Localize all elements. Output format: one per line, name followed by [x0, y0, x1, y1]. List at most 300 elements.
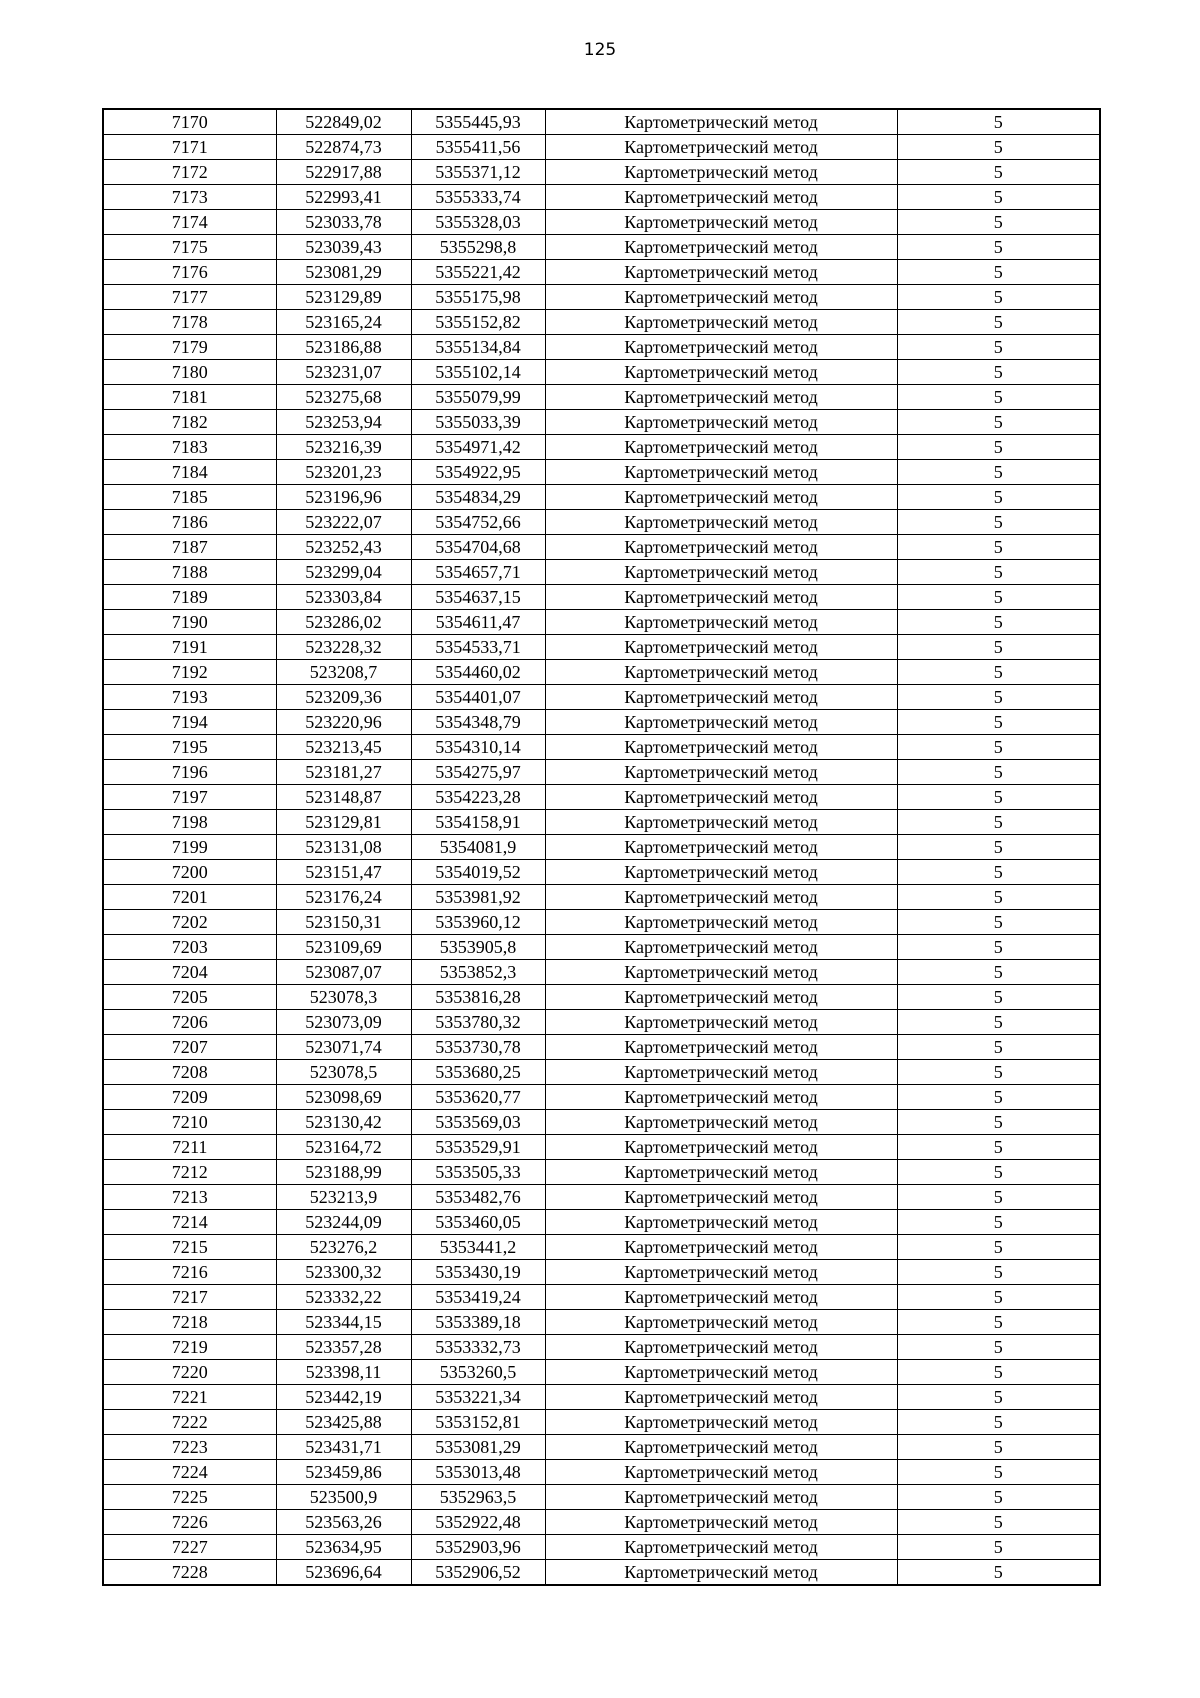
- method-cell: Картометрический метод: [545, 735, 897, 760]
- accuracy-cell: 5: [897, 710, 1100, 735]
- x-coordinate-cell: 523244,09: [276, 1210, 411, 1235]
- y-coordinate-cell: 5354533,71: [411, 635, 545, 660]
- point-number-cell: 7209: [103, 1085, 276, 1110]
- point-number-cell: 7178: [103, 310, 276, 335]
- accuracy-cell: 5: [897, 1185, 1100, 1210]
- x-coordinate-cell: 523357,28: [276, 1335, 411, 1360]
- x-coordinate-cell: 523442,19: [276, 1385, 411, 1410]
- y-coordinate-cell: 5355134,84: [411, 335, 545, 360]
- point-number-cell: 7190: [103, 610, 276, 635]
- table-row: [103, 1260, 1100, 1285]
- y-coordinate-cell: 5354460,02: [411, 660, 545, 685]
- point-number-cell: 7213: [103, 1185, 276, 1210]
- method-cell: Картометрический метод: [545, 360, 897, 385]
- table-row: [103, 535, 1100, 560]
- accuracy-cell: 5: [897, 109, 1100, 135]
- y-coordinate-cell: 5353221,34: [411, 1385, 545, 1410]
- accuracy-cell: 5: [897, 585, 1100, 610]
- table-row: [103, 1160, 1100, 1185]
- accuracy-cell: 5: [897, 560, 1100, 585]
- accuracy-cell: 5: [897, 510, 1100, 535]
- point-number-cell: 7194: [103, 710, 276, 735]
- x-coordinate-cell: 523129,89: [276, 285, 411, 310]
- method-cell: Картометрический метод: [545, 260, 897, 285]
- table-row: [103, 1060, 1100, 1085]
- y-coordinate-cell: 5354637,15: [411, 585, 545, 610]
- method-cell: Картометрический метод: [545, 1285, 897, 1310]
- method-cell: Картометрический метод: [545, 385, 897, 410]
- y-coordinate-cell: 5355079,99: [411, 385, 545, 410]
- table-row: [103, 360, 1100, 385]
- y-coordinate-cell: 5354971,42: [411, 435, 545, 460]
- method-cell: Картометрический метод: [545, 1385, 897, 1410]
- y-coordinate-cell: 5353981,92: [411, 885, 545, 910]
- point-number-cell: 7206: [103, 1010, 276, 1035]
- x-coordinate-cell: 523164,72: [276, 1135, 411, 1160]
- accuracy-cell: 5: [897, 1160, 1100, 1185]
- x-coordinate-cell: 523078,5: [276, 1060, 411, 1085]
- accuracy-cell: 5: [897, 385, 1100, 410]
- x-coordinate-cell: 522993,41: [276, 185, 411, 210]
- accuracy-cell: 5: [897, 1110, 1100, 1135]
- y-coordinate-cell: 5354752,66: [411, 510, 545, 535]
- table-row: [103, 1285, 1100, 1310]
- method-cell: Картометрический метод: [545, 810, 897, 835]
- method-cell: Картометрический метод: [545, 1360, 897, 1385]
- y-coordinate-cell: 5355328,03: [411, 210, 545, 235]
- point-number-cell: 7219: [103, 1335, 276, 1360]
- point-number-cell: 7192: [103, 660, 276, 685]
- table-row: [103, 135, 1100, 160]
- table-row: [103, 485, 1100, 510]
- table-row: [103, 109, 1100, 135]
- method-cell: Картометрический метод: [545, 1010, 897, 1035]
- method-cell: Картометрический метод: [545, 1535, 897, 1560]
- y-coordinate-cell: 5353816,28: [411, 985, 545, 1010]
- accuracy-cell: 5: [897, 1010, 1100, 1035]
- y-coordinate-cell: 5354657,71: [411, 560, 545, 585]
- table-row: [103, 1460, 1100, 1485]
- accuracy-cell: 5: [897, 1510, 1100, 1535]
- point-number-cell: 7225: [103, 1485, 276, 1510]
- point-number-cell: 7214: [103, 1210, 276, 1235]
- method-cell: Картометрический метод: [545, 860, 897, 885]
- x-coordinate-cell: 523151,47: [276, 860, 411, 885]
- x-coordinate-cell: 523252,43: [276, 535, 411, 560]
- point-number-cell: 7173: [103, 185, 276, 210]
- table-row: [103, 885, 1100, 910]
- table-row: [103, 1035, 1100, 1060]
- point-number-cell: 7175: [103, 235, 276, 260]
- point-number-cell: 7226: [103, 1510, 276, 1535]
- table-row: [103, 410, 1100, 435]
- table-row: [103, 310, 1100, 335]
- accuracy-cell: 5: [897, 835, 1100, 860]
- accuracy-cell: 5: [897, 1310, 1100, 1335]
- table-row: [103, 1085, 1100, 1110]
- method-cell: Картометрический метод: [545, 760, 897, 785]
- table-row: [103, 635, 1100, 660]
- table-row: [103, 835, 1100, 860]
- method-cell: Картометрический метод: [545, 285, 897, 310]
- point-number-cell: 7176: [103, 260, 276, 285]
- accuracy-cell: 5: [897, 635, 1100, 660]
- table-row: [103, 460, 1100, 485]
- method-cell: Картометрический метод: [545, 460, 897, 485]
- x-coordinate-cell: 523208,7: [276, 660, 411, 685]
- point-number-cell: 7197: [103, 785, 276, 810]
- y-coordinate-cell: 5355152,82: [411, 310, 545, 335]
- accuracy-cell: 5: [897, 1485, 1100, 1510]
- point-number-cell: 7195: [103, 735, 276, 760]
- y-coordinate-cell: 5353332,73: [411, 1335, 545, 1360]
- point-number-cell: 7222: [103, 1410, 276, 1435]
- table-row: [103, 1510, 1100, 1535]
- table-row: [103, 710, 1100, 735]
- y-coordinate-cell: 5355298,8: [411, 235, 545, 260]
- y-coordinate-cell: 5352922,48: [411, 1510, 545, 1535]
- x-coordinate-cell: 523634,95: [276, 1535, 411, 1560]
- method-cell: Картометрический метод: [545, 1235, 897, 1260]
- accuracy-cell: 5: [897, 785, 1100, 810]
- x-coordinate-cell: 523228,32: [276, 635, 411, 660]
- table-row: [103, 1410, 1100, 1435]
- accuracy-cell: 5: [897, 185, 1100, 210]
- table-row: [103, 560, 1100, 585]
- table-row: [103, 435, 1100, 460]
- y-coordinate-cell: 5353905,8: [411, 935, 545, 960]
- table-row: [103, 335, 1100, 360]
- table-row: [103, 210, 1100, 235]
- accuracy-cell: 5: [897, 1085, 1100, 1110]
- method-cell: Картометрический метод: [545, 985, 897, 1010]
- method-cell: Картометрический метод: [545, 160, 897, 185]
- accuracy-cell: 5: [897, 660, 1100, 685]
- table-row: [103, 585, 1100, 610]
- method-cell: Картометрический метод: [545, 710, 897, 735]
- y-coordinate-cell: 5354275,97: [411, 760, 545, 785]
- accuracy-cell: 5: [897, 1360, 1100, 1385]
- point-number-cell: 7174: [103, 210, 276, 235]
- accuracy-cell: 5: [897, 160, 1100, 185]
- x-coordinate-cell: 523398,11: [276, 1360, 411, 1385]
- method-cell: Картометрический метод: [545, 1135, 897, 1160]
- y-coordinate-cell: 5353152,81: [411, 1410, 545, 1435]
- x-coordinate-cell: 523425,88: [276, 1410, 411, 1435]
- table-row: [103, 810, 1100, 835]
- point-number-cell: 7203: [103, 935, 276, 960]
- method-cell: Картометрический метод: [545, 210, 897, 235]
- coordinates-table: [102, 108, 1101, 1586]
- point-number-cell: 7170: [103, 109, 276, 135]
- x-coordinate-cell: 523033,78: [276, 210, 411, 235]
- table-row: [103, 760, 1100, 785]
- accuracy-cell: 5: [897, 485, 1100, 510]
- table-row: [103, 1385, 1100, 1410]
- y-coordinate-cell: 5353620,77: [411, 1085, 545, 1110]
- table-row: [103, 1435, 1100, 1460]
- method-cell: Картометрический метод: [545, 1510, 897, 1535]
- y-coordinate-cell: 5353680,25: [411, 1060, 545, 1085]
- table-row: [103, 1310, 1100, 1335]
- x-coordinate-cell: 523181,27: [276, 760, 411, 785]
- y-coordinate-cell: 5353013,48: [411, 1460, 545, 1485]
- x-coordinate-cell: 523459,86: [276, 1460, 411, 1485]
- accuracy-cell: 5: [897, 935, 1100, 960]
- y-coordinate-cell: 5354611,47: [411, 610, 545, 635]
- point-number-cell: 7186: [103, 510, 276, 535]
- method-cell: Картометрический метод: [545, 935, 897, 960]
- x-coordinate-cell: 523078,3: [276, 985, 411, 1010]
- x-coordinate-cell: 523344,15: [276, 1310, 411, 1335]
- table-row: [103, 610, 1100, 635]
- y-coordinate-cell: 5355445,93: [411, 109, 545, 135]
- y-coordinate-cell: 5354922,95: [411, 460, 545, 485]
- accuracy-cell: 5: [897, 310, 1100, 335]
- method-cell: Картометрический метод: [545, 1485, 897, 1510]
- point-number-cell: 7189: [103, 585, 276, 610]
- x-coordinate-cell: 523286,02: [276, 610, 411, 635]
- table-row: [103, 185, 1100, 210]
- point-number-cell: 7172: [103, 160, 276, 185]
- point-number-cell: 7196: [103, 760, 276, 785]
- point-number-cell: 7221: [103, 1385, 276, 1410]
- accuracy-cell: 5: [897, 335, 1100, 360]
- method-cell: Картометрический метод: [545, 1435, 897, 1460]
- table-row: [103, 960, 1100, 985]
- x-coordinate-cell: 522917,88: [276, 160, 411, 185]
- accuracy-cell: 5: [897, 235, 1100, 260]
- y-coordinate-cell: 5353852,3: [411, 960, 545, 985]
- point-number-cell: 7224: [103, 1460, 276, 1485]
- point-number-cell: 7182: [103, 410, 276, 435]
- accuracy-cell: 5: [897, 1035, 1100, 1060]
- table-row: [103, 1360, 1100, 1385]
- y-coordinate-cell: 5354401,07: [411, 685, 545, 710]
- accuracy-cell: 5: [897, 1135, 1100, 1160]
- y-coordinate-cell: 5354348,79: [411, 710, 545, 735]
- y-coordinate-cell: 5354834,29: [411, 485, 545, 510]
- point-number-cell: 7211: [103, 1135, 276, 1160]
- point-number-cell: 7207: [103, 1035, 276, 1060]
- method-cell: Картометрический метод: [545, 1210, 897, 1235]
- table-row: [103, 1010, 1100, 1035]
- x-coordinate-cell: 523130,42: [276, 1110, 411, 1135]
- x-coordinate-cell: 523148,87: [276, 785, 411, 810]
- point-number-cell: 7227: [103, 1535, 276, 1560]
- x-coordinate-cell: 523081,29: [276, 260, 411, 285]
- method-cell: Картометрический метод: [545, 1460, 897, 1485]
- accuracy-cell: 5: [897, 135, 1100, 160]
- method-cell: Картометрический метод: [545, 185, 897, 210]
- x-coordinate-cell: 523231,07: [276, 360, 411, 385]
- method-cell: Картометрический метод: [545, 660, 897, 685]
- table-row: [103, 260, 1100, 285]
- method-cell: Картометрический метод: [545, 535, 897, 560]
- accuracy-cell: 5: [897, 460, 1100, 485]
- point-number-cell: 7184: [103, 460, 276, 485]
- x-coordinate-cell: 523087,07: [276, 960, 411, 985]
- point-number-cell: 7215: [103, 1235, 276, 1260]
- method-cell: Картометрический метод: [545, 1560, 897, 1586]
- x-coordinate-cell: 523563,26: [276, 1510, 411, 1535]
- table-row: [103, 935, 1100, 960]
- method-cell: Картометрический метод: [545, 910, 897, 935]
- accuracy-cell: 5: [897, 1535, 1100, 1560]
- method-cell: Картометрический метод: [545, 1185, 897, 1210]
- x-coordinate-cell: 523216,39: [276, 435, 411, 460]
- x-coordinate-cell: 523071,74: [276, 1035, 411, 1060]
- accuracy-cell: 5: [897, 685, 1100, 710]
- point-number-cell: 7216: [103, 1260, 276, 1285]
- method-cell: Картометрический метод: [545, 1335, 897, 1360]
- y-coordinate-cell: 5354223,28: [411, 785, 545, 810]
- accuracy-cell: 5: [897, 435, 1100, 460]
- x-coordinate-cell: 523300,32: [276, 1260, 411, 1285]
- point-number-cell: 7188: [103, 560, 276, 585]
- x-coordinate-cell: 523500,9: [276, 1485, 411, 1510]
- accuracy-cell: 5: [897, 985, 1100, 1010]
- accuracy-cell: 5: [897, 1385, 1100, 1410]
- point-number-cell: 7200: [103, 860, 276, 885]
- x-coordinate-cell: 523201,23: [276, 460, 411, 485]
- accuracy-cell: 5: [897, 810, 1100, 835]
- point-number-cell: 7187: [103, 535, 276, 560]
- y-coordinate-cell: 5353960,12: [411, 910, 545, 935]
- method-cell: Картометрический метод: [545, 235, 897, 260]
- method-cell: Картометрический метод: [545, 685, 897, 710]
- accuracy-cell: 5: [897, 1260, 1100, 1285]
- table-row: [103, 1535, 1100, 1560]
- x-coordinate-cell: 523129,81: [276, 810, 411, 835]
- x-coordinate-cell: 523186,88: [276, 335, 411, 360]
- point-number-cell: 7198: [103, 810, 276, 835]
- method-cell: Картометрический метод: [545, 485, 897, 510]
- method-cell: Картометрический метод: [545, 960, 897, 985]
- x-coordinate-cell: 523165,24: [276, 310, 411, 335]
- table-row: [103, 1235, 1100, 1260]
- table-row: [103, 1335, 1100, 1360]
- method-cell: Картометрический метод: [545, 135, 897, 160]
- y-coordinate-cell: 5353460,05: [411, 1210, 545, 1235]
- point-number-cell: 7202: [103, 910, 276, 935]
- x-coordinate-cell: 523150,31: [276, 910, 411, 935]
- method-cell: Картометрический метод: [545, 610, 897, 635]
- y-coordinate-cell: 5355033,39: [411, 410, 545, 435]
- x-coordinate-cell: 523431,71: [276, 1435, 411, 1460]
- table-row: [103, 1485, 1100, 1510]
- table-row: [103, 1560, 1100, 1586]
- method-cell: Картометрический метод: [545, 1035, 897, 1060]
- accuracy-cell: 5: [897, 410, 1100, 435]
- y-coordinate-cell: 5353482,76: [411, 1185, 545, 1210]
- point-number-cell: 7212: [103, 1160, 276, 1185]
- accuracy-cell: 5: [897, 885, 1100, 910]
- y-coordinate-cell: 5353260,5: [411, 1360, 545, 1385]
- table-row: [103, 160, 1100, 185]
- point-number-cell: 7218: [103, 1310, 276, 1335]
- y-coordinate-cell: 5355175,98: [411, 285, 545, 310]
- y-coordinate-cell: 5352903,96: [411, 1535, 545, 1560]
- y-coordinate-cell: 5353730,78: [411, 1035, 545, 1060]
- x-coordinate-cell: 523039,43: [276, 235, 411, 260]
- table-row: [103, 285, 1100, 310]
- y-coordinate-cell: 5355102,14: [411, 360, 545, 385]
- point-number-cell: 7185: [103, 485, 276, 510]
- x-coordinate-cell: 523299,04: [276, 560, 411, 585]
- method-cell: Картометрический метод: [545, 1060, 897, 1085]
- point-number-cell: 7177: [103, 285, 276, 310]
- x-coordinate-cell: 523220,96: [276, 710, 411, 735]
- point-number-cell: 7223: [103, 1435, 276, 1460]
- point-number-cell: 7181: [103, 385, 276, 410]
- point-number-cell: 7201: [103, 885, 276, 910]
- point-number-cell: 7183: [103, 435, 276, 460]
- x-coordinate-cell: 523176,24: [276, 885, 411, 910]
- method-cell: Картометрический метод: [545, 435, 897, 460]
- table-row: [103, 860, 1100, 885]
- point-number-cell: 7205: [103, 985, 276, 1010]
- point-number-cell: 7199: [103, 835, 276, 860]
- y-coordinate-cell: 5354019,52: [411, 860, 545, 885]
- x-coordinate-cell: 523098,69: [276, 1085, 411, 1110]
- y-coordinate-cell: 5353441,2: [411, 1235, 545, 1260]
- y-coordinate-cell: 5354081,9: [411, 835, 545, 860]
- y-coordinate-cell: 5353569,03: [411, 1110, 545, 1135]
- x-coordinate-cell: 523275,68: [276, 385, 411, 410]
- accuracy-cell: 5: [897, 1460, 1100, 1485]
- table-row: [103, 785, 1100, 810]
- x-coordinate-cell: 523222,07: [276, 510, 411, 535]
- accuracy-cell: 5: [897, 1335, 1100, 1360]
- accuracy-cell: 5: [897, 260, 1100, 285]
- y-coordinate-cell: 5353419,24: [411, 1285, 545, 1310]
- accuracy-cell: 5: [897, 1285, 1100, 1310]
- x-coordinate-cell: 523332,22: [276, 1285, 411, 1310]
- point-number-cell: 7208: [103, 1060, 276, 1085]
- accuracy-cell: 5: [897, 1410, 1100, 1435]
- accuracy-cell: 5: [897, 760, 1100, 785]
- y-coordinate-cell: 5353529,91: [411, 1135, 545, 1160]
- y-coordinate-cell: 5353430,19: [411, 1260, 545, 1285]
- accuracy-cell: 5: [897, 285, 1100, 310]
- method-cell: Картометрический метод: [545, 1085, 897, 1110]
- x-coordinate-cell: 523073,09: [276, 1010, 411, 1035]
- x-coordinate-cell: 523109,69: [276, 935, 411, 960]
- y-coordinate-cell: 5353780,32: [411, 1010, 545, 1035]
- method-cell: Картометрический метод: [545, 109, 897, 135]
- point-number-cell: 7191: [103, 635, 276, 660]
- y-coordinate-cell: 5353389,18: [411, 1310, 545, 1335]
- y-coordinate-cell: 5354158,91: [411, 810, 545, 835]
- point-number-cell: 7210: [103, 1110, 276, 1135]
- method-cell: Картометрический метод: [545, 835, 897, 860]
- point-number-cell: 7204: [103, 960, 276, 985]
- x-coordinate-cell: 523276,2: [276, 1235, 411, 1260]
- x-coordinate-cell: 523303,84: [276, 585, 411, 610]
- table-row: [103, 660, 1100, 685]
- x-coordinate-cell: 523213,9: [276, 1185, 411, 1210]
- table-row: [103, 1185, 1100, 1210]
- x-coordinate-cell: 523253,94: [276, 410, 411, 435]
- point-number-cell: 7220: [103, 1360, 276, 1385]
- y-coordinate-cell: 5354704,68: [411, 535, 545, 560]
- y-coordinate-cell: 5352963,5: [411, 1485, 545, 1510]
- table-row: [103, 235, 1100, 260]
- method-cell: Картометрический метод: [545, 1260, 897, 1285]
- method-cell: Картометрический метод: [545, 1310, 897, 1335]
- x-coordinate-cell: 523696,64: [276, 1560, 411, 1586]
